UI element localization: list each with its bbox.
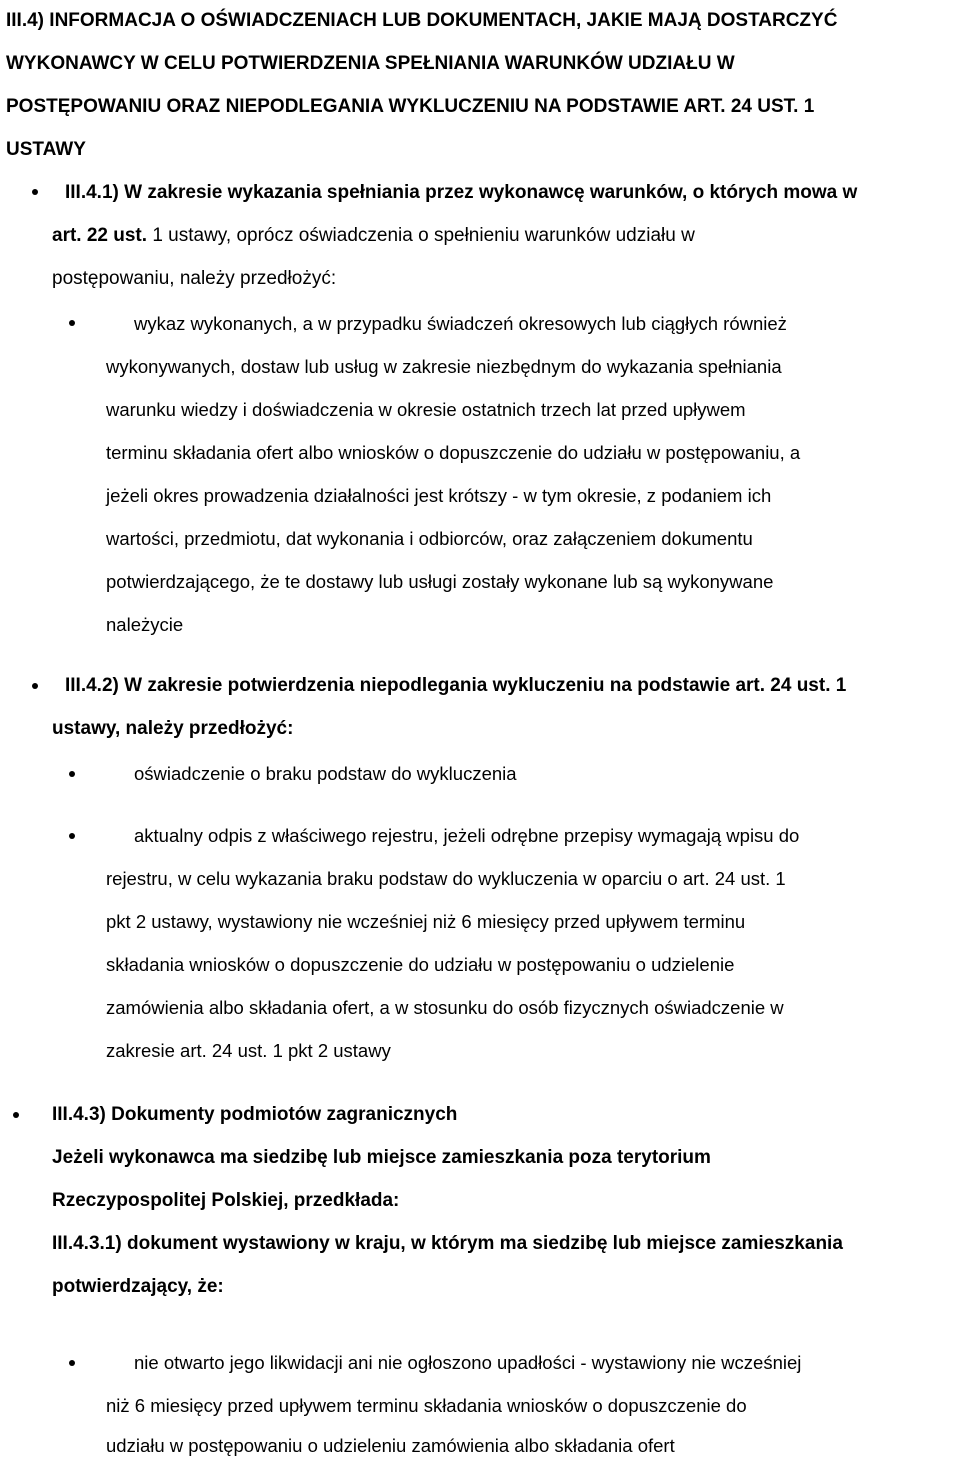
list-item-line: wykonywanych, dostaw lub usług w zakresie niezbędnym do wykazania spełniania [106,356,782,377]
item-heading: III.4.1) W zakresie wykazania spełniania przez wykonawcę warunków, o których mowa w [65,182,858,203]
item-text-line [52,225,695,247]
list-item-line: należycie [106,614,184,635]
list-item-line: oświadczenie o braku podstaw do wykluczenia [134,763,517,784]
heading-line: III.4) INFORMACJA O OŚWIADCZENIACH LUB DOKUMENTACH, JAKIE MAJĄ DOSTARCZYĆ [6,10,838,31]
heading-line: POSTĘPOWANIU ORAZ NIEPODLEGANIA WYKLUCZENIU NA PODSTAWIE ART. 24 UST. 1 [6,96,815,117]
list-item-line: niż 6 miesięcy przed upływem terminu składania wniosków o dopuszczenie do [106,1395,747,1416]
item-text-bold: art. 22 ust. [52,225,148,246]
list-item-line: zamówienia albo składania ofert, a w stosunku do osób fizycznych oświadczenie w [106,997,784,1018]
item-heading: III.4.2) W zakresie potwierdzenia niepodlegania wykluczeniu na podstawie art. 24 ust. 1 [65,675,847,696]
list-item-line: pkt 2 ustawy, wystawiony nie wcześniej niż 6 miesięcy przed upływem terminu [106,911,746,932]
list-item-line: rejestru, w celu wykazania braku podstaw do wykluczenia w oparciu o art. 24 ust. 1 [106,868,786,889]
list-item-line: aktualny odpis z właściwego rejestru, jeżeli odrębne przepisy wymagają wpisu do [134,825,800,846]
item-text-normal: 1 ustawy, oprócz oświadczenia o spełnieniu warunków udziału w [147,225,695,246]
list-item-line: udziału w postępowaniu o udzieleniu zamówienia albo składania ofert [106,1435,675,1456]
heading-line: USTAWY [6,139,86,160]
item-heading: III.4.3) Dokumenty podmiotów zagranicznych [52,1104,458,1125]
bullet-icon [69,771,75,777]
list-item-line: terminu składania ofert albo wniosków o dopuszczenie do udziału w postępowaniu, a [106,442,801,463]
list-item-line: wykaz wykonanych, a w przypadku świadczeń okresowych lub ciągłych również [134,313,787,334]
item-intro-line: Jeżeli wykonawca ma siedzibę lub miejsce zamieszkania poza terytorium [52,1147,711,1168]
bullet-icon [13,1112,19,1118]
list-item-line: warunku wiedzy i doświadczenia w okresie ostatnich trzech lat przed upływem [106,399,746,420]
bullet-icon [69,1360,75,1366]
item-subheading-line: III.4.3.1) dokument wystawiony w kraju, w którym ma siedzibę lub miejsce zamieszkania [52,1233,843,1254]
list-item-line: wartości, przedmiotu, dat wykonania i odbiorców, oraz załączeniem dokumentu [106,528,753,549]
bullet-icon [69,320,75,326]
item-subheading-line: potwierdzający, że: [52,1276,224,1297]
heading-line: WYKONAWCY W CELU POTWIERDZENIA SPEŁNIANIA WARUNKÓW UDZIAŁU W [6,53,735,74]
list-item-line: składania wniosków o dopuszczenie do udziału w postępowaniu o udzielenie [106,954,735,975]
list-item-line: zakresie art. 24 ust. 1 pkt 2 ustawy [106,1040,391,1061]
item-heading-cont: ustawy, należy przedłożyć: [52,718,294,739]
list-item-line: potwierdzającego, że te dostawy lub usługi zostały wykonane lub są wykonywane [106,571,774,592]
item-intro-line: Rzeczypospolitej Polskiej, przedkłada: [52,1190,400,1211]
list-item-line: jeżeli okres prowadzenia działalności jest krótszy - w tym okresie, z podaniem ich [106,485,772,506]
item-text-line: postępowaniu, należy przedłożyć: [52,268,337,289]
bullet-icon [32,683,38,689]
bullet-icon [32,189,38,195]
bullet-icon [69,833,75,839]
list-item-line: nie otwarto jego likwidacji ani nie ogłoszono upadłości - wystawiony nie wcześniej [134,1352,802,1373]
